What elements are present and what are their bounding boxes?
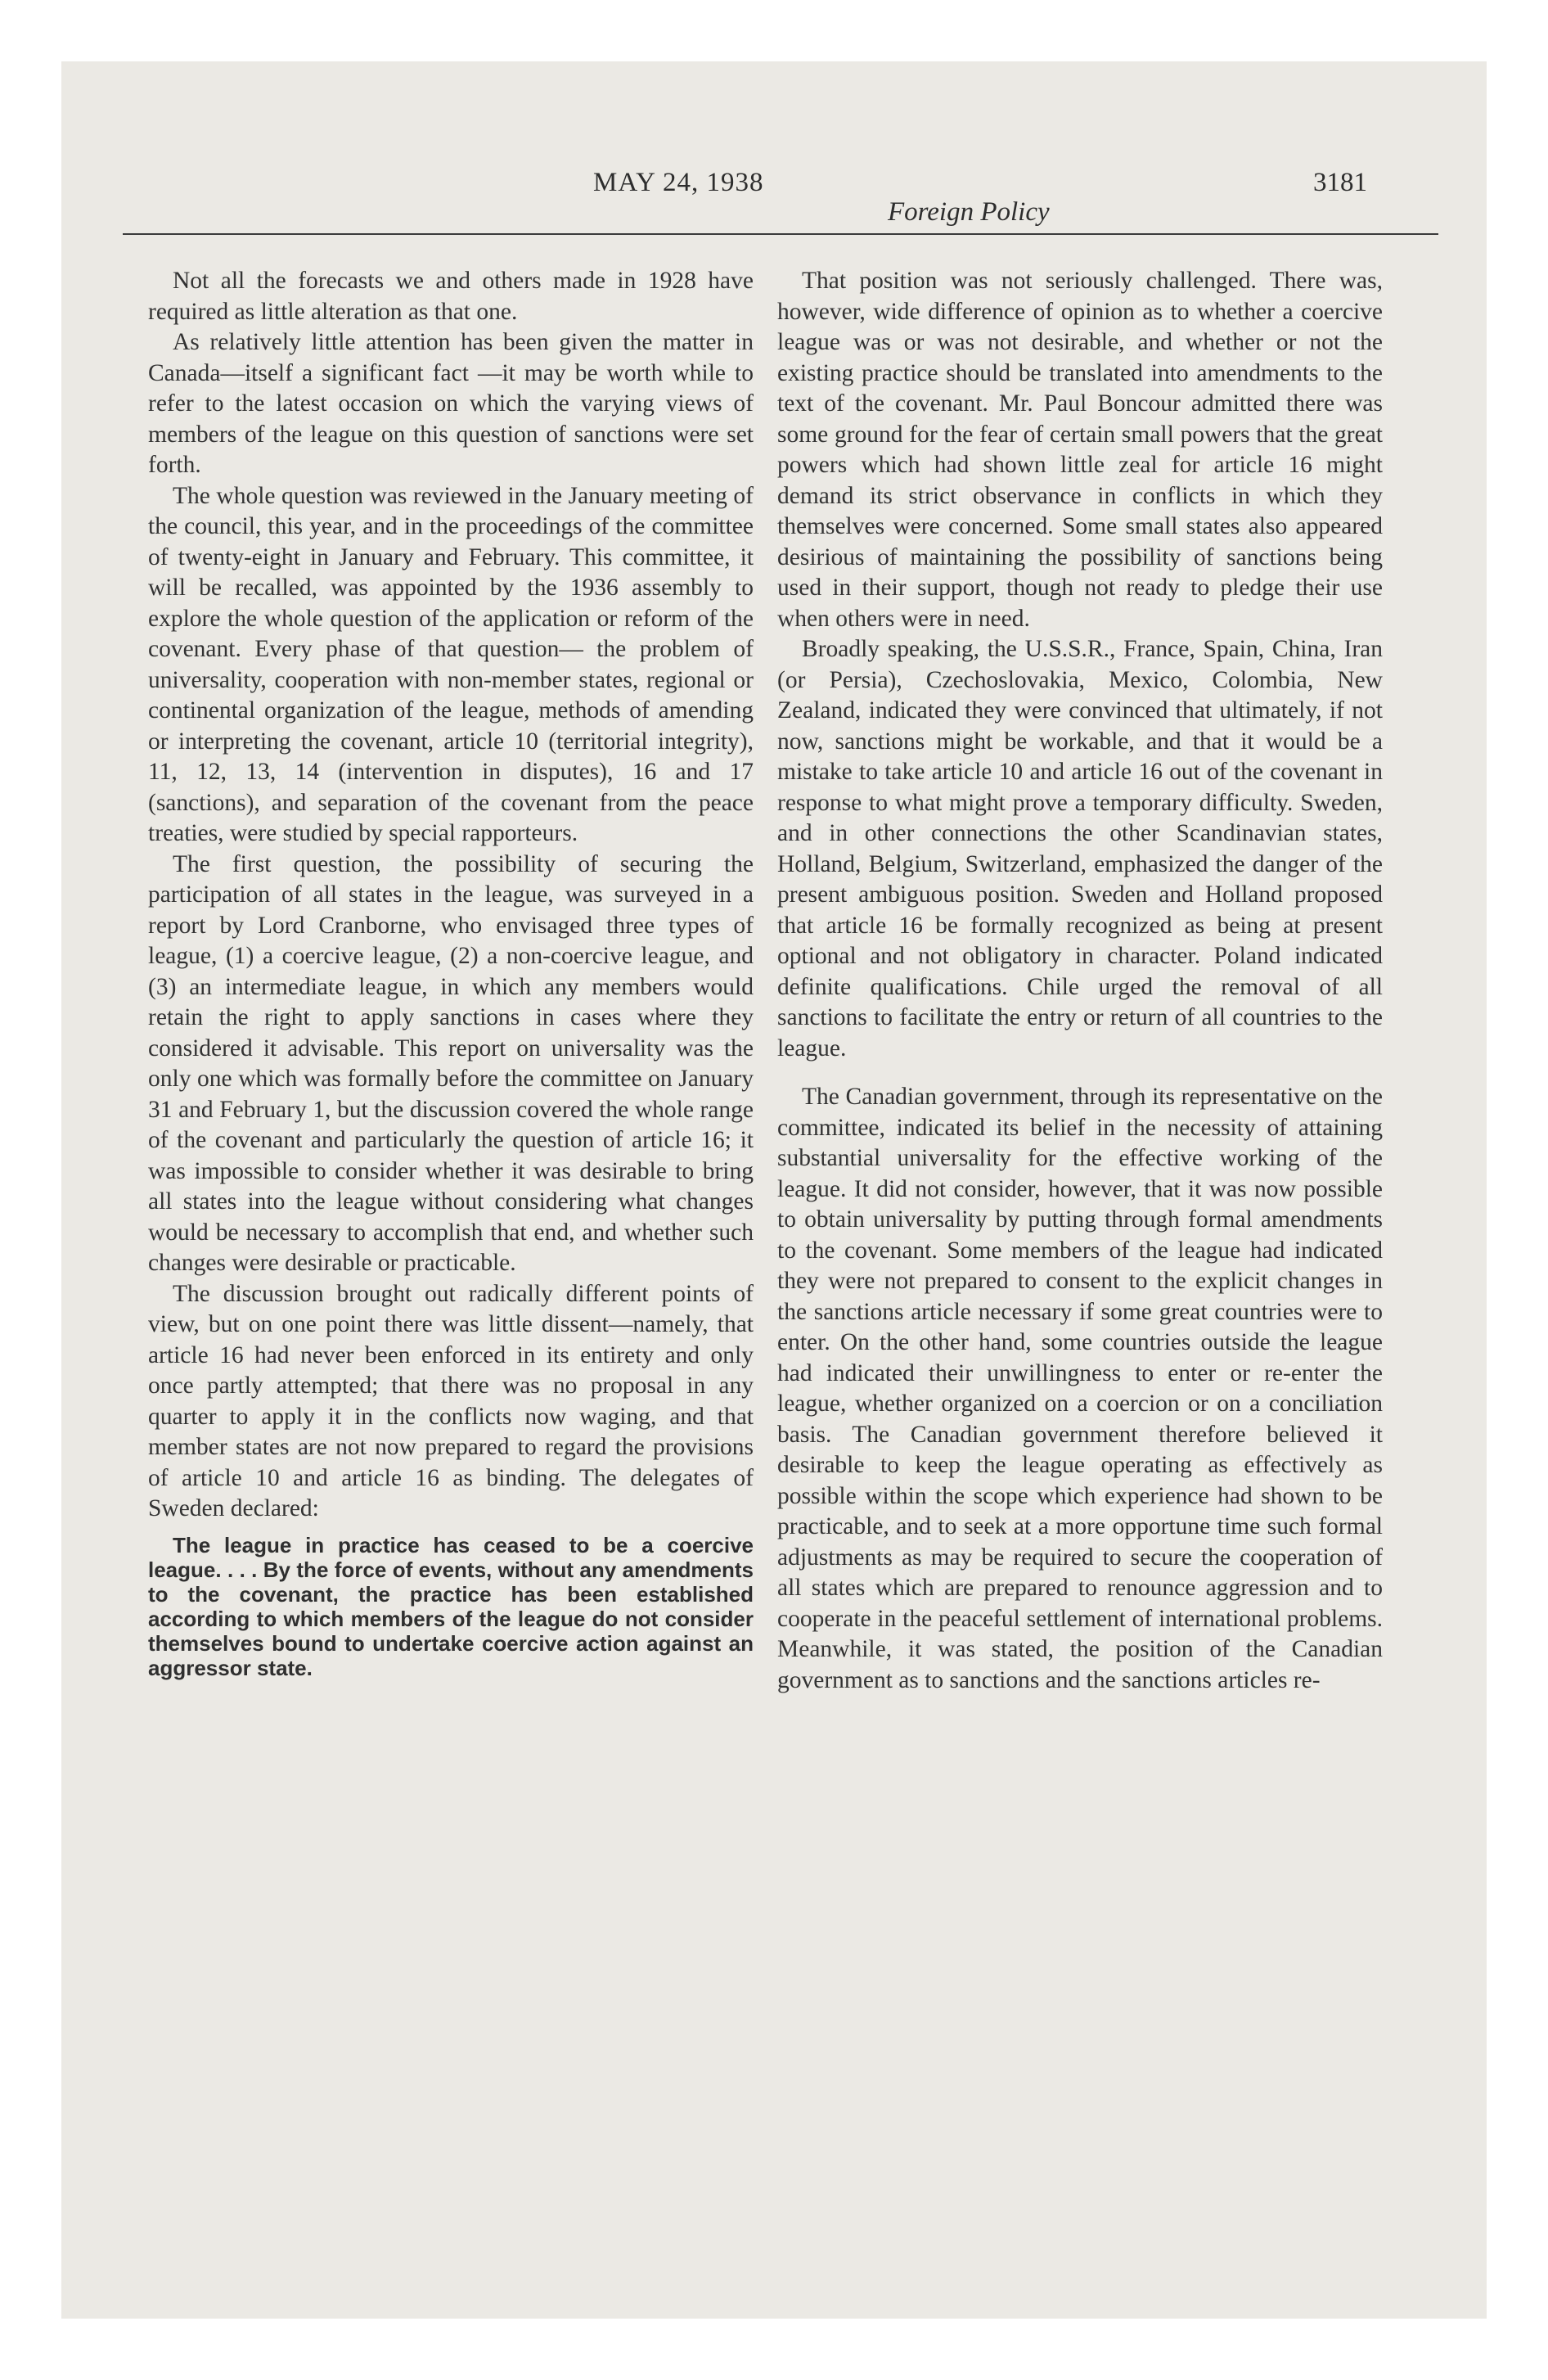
header-section-title: Foreign Policy [888,197,1050,227]
paragraph: The first question, the possibility of securing the participation of all states in the league, was surveyed in a report by Lord Cranborne, who envisaged three types of league, (1) a coercive league, (2) a non-coercive league, and (3) an intermediate league, in which any members would retain the right to apply sanctions in cases where they considered it advisable. This report on universality was the only one which was formally before the committee on January 31 and February 1, but the discussion covered the whole range of the covenant and particularly the question of article 16; it was impossible to consider whether it was desirable to bring all states into the league without considering what changes would be necessary to accomplish that end, and whether such changes were desirable or practicable. [148,850,754,1276]
header-date: MAY 24, 1938 [593,168,764,197]
block-quote: The league in practice has ceased to be a coercive league. . . . By the force of events, without any amendments to the covenant, the practice has been established according to which members of the league do not consider themselves bound to undertake coercive action against an aggressor state. [148,1532,754,1680]
paragraph: Not all the forecasts we and others made in 1928 have required as little alteration as that one. [148,268,754,325]
page-number: 3181 [1313,168,1367,197]
paragraph: The discussion brought out radically different points of view, but on one point there was little dissent—namely, that article 16 had never been enforced in its entirety and only once partly attempted; that there was no proposal in any quarter to apply it in the conflicts now waging, and that member states are not now prepared to regard the provisions of article 10 and article 16 as binding. The delegates of Sweden declared: [148,1280,754,1521]
left-column [148,266,754,1680]
paragraph: As relatively little attention has been given the matter in Canada—itself a significant fact —it may be worth while to refer to the latest occasion on which the varying views of members of the league on this question of sanctions were set forth. [148,329,754,478]
header-rule [123,233,1438,235]
paragraph: The whole question was reviewed in the January meeting of the council, this year, and in the proceedings of the committee of twenty-eight in January and February. This committee, it will be recalled, was appointed by the 1936 assembly to explore the whole question of the application or reform of the covenant. Every phase of that question— the problem of universality, cooperation with non-member states, regional or continental organization of the league, methods of amending or interpreting the covenant, article 10 (territorial integrity), 11, 12, 13, 14 (intervention in disputes), 16 and 17 (sanctions), and separation of the covenant from the peace treaties, were studied by special rapporteurs. [148,482,754,846]
paragraph: That position was not seriously challenged. There was, however, wide difference of opinion as to whether a coercive league was or was not desirable, and whether or not the existing practice should be translated into amendments to the text of the covenant. Mr. Paul Boncour admitted there was some ground for the fear of certain small powers that the great powers which had shown little zeal for article 16 might demand its strict observance in conflicts in which they themselves were concerned. Some small states also appeared desirious of maintaining the possibility of sanctions being used in their support, though not ready to pledge their use when others were in need. [777,268,1383,632]
running-head [61,168,1487,233]
paragraph: Broadly speaking, the U.S.S.R., France, Spain, China, Iran (or Persia), Czechoslovakia, Mexico, Colombia, New Zealand, indicated they were convinced that ultimately, if not now, sanctions might be workable, and that it would be a mistake to take article 10 and article 16 out of the covenant in response to what might prove a temporary difficulty. Sweden, and in other connections the other Scandinavian states, Holland, Belgium, Switzerland, emphasized the danger of the present ambiguous position. Sweden and Holland proposed that article 16 be formally recognized as being at present optional and not obligatory in character. Poland indicated definite qualifications. Chile urged the removal of all sanctions to facilitate the entry or return of all countries to the league. [777,636,1383,1062]
right-column [777,266,1383,1696]
scanned-page [61,61,1487,2319]
paragraph: The Canadian government, through its representative on the committee, indicated its belief in the necessity of attaining substantial universality for the effective working of the league. It did not consider, however, that it was now possible to obtain universality by putting through formal amendments to the covenant. Some members of the league had indicated they were not prepared to consent to the explicit changes in the sanctions article necessary if some great countries were to enter. On the other hand, some countries outside the league had indicated their unwillingness to enter or re-enter the league, whether organized on a coercion or on a conciliation basis. The Canadian government therefore believed it desirable to keep the league operating as effectively as possible within the scope which experience had shown to be practicable, and to seek at a more opportune time such formal adjustments as may be required to secure the cooperation of all states which are prepared to renounce aggression and to cooperate in the peaceful settlement of international problems. Meanwhile, it was stated, the position of the Canadian government as to sanctions and the sanctions articles re- [777,1084,1383,1693]
